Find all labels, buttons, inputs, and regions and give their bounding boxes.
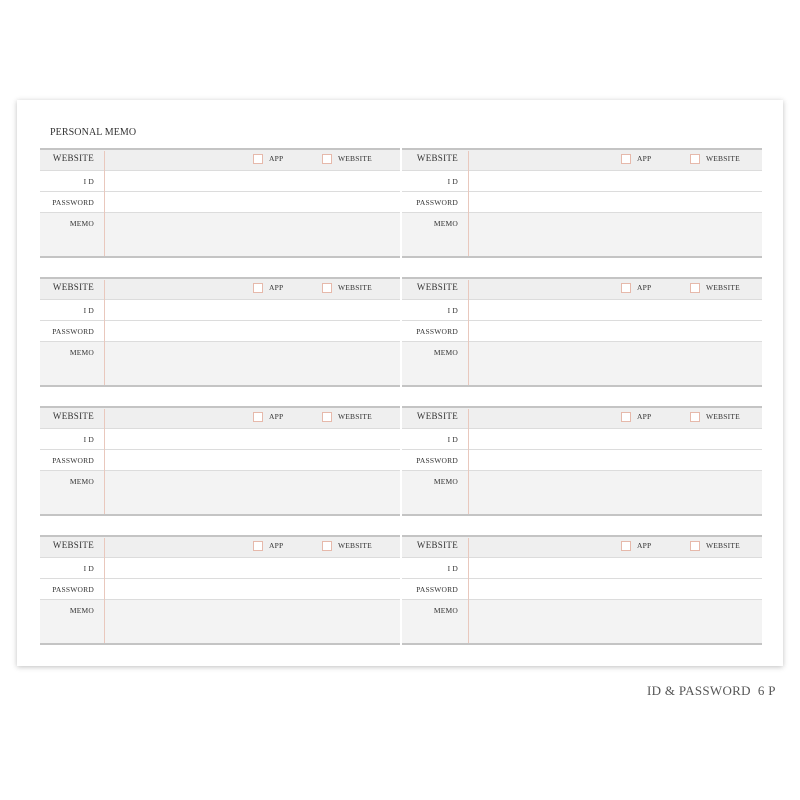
- account-card: [402, 277, 762, 387]
- password-label: PASSWORD: [416, 327, 458, 336]
- account-card: [402, 535, 762, 645]
- website-label: WEBSITE: [416, 540, 458, 550]
- id-label: I D: [447, 177, 458, 186]
- memo-label: MEMO: [433, 477, 458, 486]
- app-checkbox[interactable]: [253, 541, 263, 551]
- password-label: PASSWORD: [416, 456, 458, 465]
- app-checkbox[interactable]: [621, 283, 631, 293]
- app-option-label: APP: [637, 541, 652, 550]
- app-option-label: APP: [637, 154, 652, 163]
- website-checkbox[interactable]: [690, 154, 700, 164]
- website-option-label: WEBSITE: [338, 541, 372, 550]
- password-label: PASSWORD: [52, 456, 94, 465]
- website-checkbox[interactable]: [322, 154, 332, 164]
- website-label: WEBSITE: [416, 411, 458, 421]
- memo-label: MEMO: [433, 348, 458, 357]
- divider: [104, 280, 105, 385]
- id-label: I D: [447, 564, 458, 573]
- website-option-label: WEBSITE: [706, 412, 740, 421]
- app-option-label: APP: [269, 412, 284, 421]
- memo-label: MEMO: [69, 348, 94, 357]
- password-row[interactable]: [40, 192, 400, 213]
- website-label: WEBSITE: [416, 282, 458, 292]
- id-label: I D: [83, 177, 94, 186]
- memo-sheet: [17, 100, 783, 666]
- account-card: [40, 535, 400, 645]
- memo-label: MEMO: [433, 219, 458, 228]
- password-row[interactable]: [40, 579, 400, 600]
- website-option-label: WEBSITE: [338, 412, 372, 421]
- password-label: PASSWORD: [52, 198, 94, 207]
- divider: [104, 538, 105, 643]
- app-checkbox[interactable]: [253, 412, 263, 422]
- page-footer: ID & PASSWORD 6 P: [647, 683, 776, 698]
- app-option-label: APP: [637, 283, 652, 292]
- memo-area[interactable]: [40, 213, 400, 258]
- memo-block: [17, 277, 783, 387]
- website-checkbox[interactable]: [322, 412, 332, 422]
- website-checkbox[interactable]: [690, 283, 700, 293]
- memo-label: MEMO: [433, 606, 458, 615]
- account-card: [402, 406, 762, 516]
- app-checkbox[interactable]: [253, 283, 263, 293]
- divider: [104, 151, 105, 256]
- website-checkbox[interactable]: [690, 412, 700, 422]
- id-label: I D: [447, 435, 458, 444]
- memo-block: [17, 148, 783, 258]
- password-row[interactable]: [40, 450, 400, 471]
- password-label: PASSWORD: [52, 585, 94, 594]
- memo-label: MEMO: [69, 219, 94, 228]
- account-card: [402, 148, 762, 258]
- memo-area[interactable]: [40, 342, 400, 387]
- page-title: PERSONAL MEMO: [50, 127, 137, 138]
- website-option-label: WEBSITE: [706, 541, 740, 550]
- divider: [104, 409, 105, 514]
- memo-label: MEMO: [69, 477, 94, 486]
- website-option-label: WEBSITE: [338, 154, 372, 163]
- memo-area[interactable]: [40, 471, 400, 516]
- password-row[interactable]: [40, 321, 400, 342]
- account-card: [40, 277, 400, 387]
- website-option-label: WEBSITE: [706, 154, 740, 163]
- website-checkbox[interactable]: [322, 283, 332, 293]
- website-checkbox[interactable]: [690, 541, 700, 551]
- app-option-label: APP: [269, 541, 284, 550]
- website-label: WEBSITE: [52, 282, 94, 292]
- app-option-label: APP: [269, 154, 284, 163]
- divider: [468, 409, 469, 514]
- divider: [468, 280, 469, 385]
- app-checkbox[interactable]: [621, 412, 631, 422]
- account-card: [40, 406, 400, 516]
- memo-area[interactable]: [40, 600, 400, 645]
- id-label: I D: [83, 306, 94, 315]
- password-label: PASSWORD: [416, 198, 458, 207]
- website-label: WEBSITE: [52, 411, 94, 421]
- memo-block: [17, 535, 783, 645]
- memo-label: MEMO: [69, 606, 94, 615]
- memo-block: [17, 406, 783, 516]
- account-card: [40, 148, 400, 258]
- website-label: WEBSITE: [52, 540, 94, 550]
- website-checkbox[interactable]: [322, 541, 332, 551]
- password-label: PASSWORD: [52, 327, 94, 336]
- website-option-label: WEBSITE: [706, 283, 740, 292]
- id-row[interactable]: [40, 429, 400, 450]
- id-label: I D: [447, 306, 458, 315]
- app-option-label: APP: [637, 412, 652, 421]
- website-option-label: WEBSITE: [338, 283, 372, 292]
- id-row[interactable]: [40, 171, 400, 192]
- website-label: WEBSITE: [52, 153, 94, 163]
- id-row[interactable]: [40, 300, 400, 321]
- app-checkbox[interactable]: [253, 154, 263, 164]
- website-label: WEBSITE: [416, 153, 458, 163]
- divider: [468, 151, 469, 256]
- app-checkbox[interactable]: [621, 154, 631, 164]
- app-option-label: APP: [269, 283, 284, 292]
- id-row[interactable]: [40, 558, 400, 579]
- id-label: I D: [83, 435, 94, 444]
- id-label: I D: [83, 564, 94, 573]
- password-label: PASSWORD: [416, 585, 458, 594]
- app-checkbox[interactable]: [621, 541, 631, 551]
- divider: [468, 538, 469, 643]
